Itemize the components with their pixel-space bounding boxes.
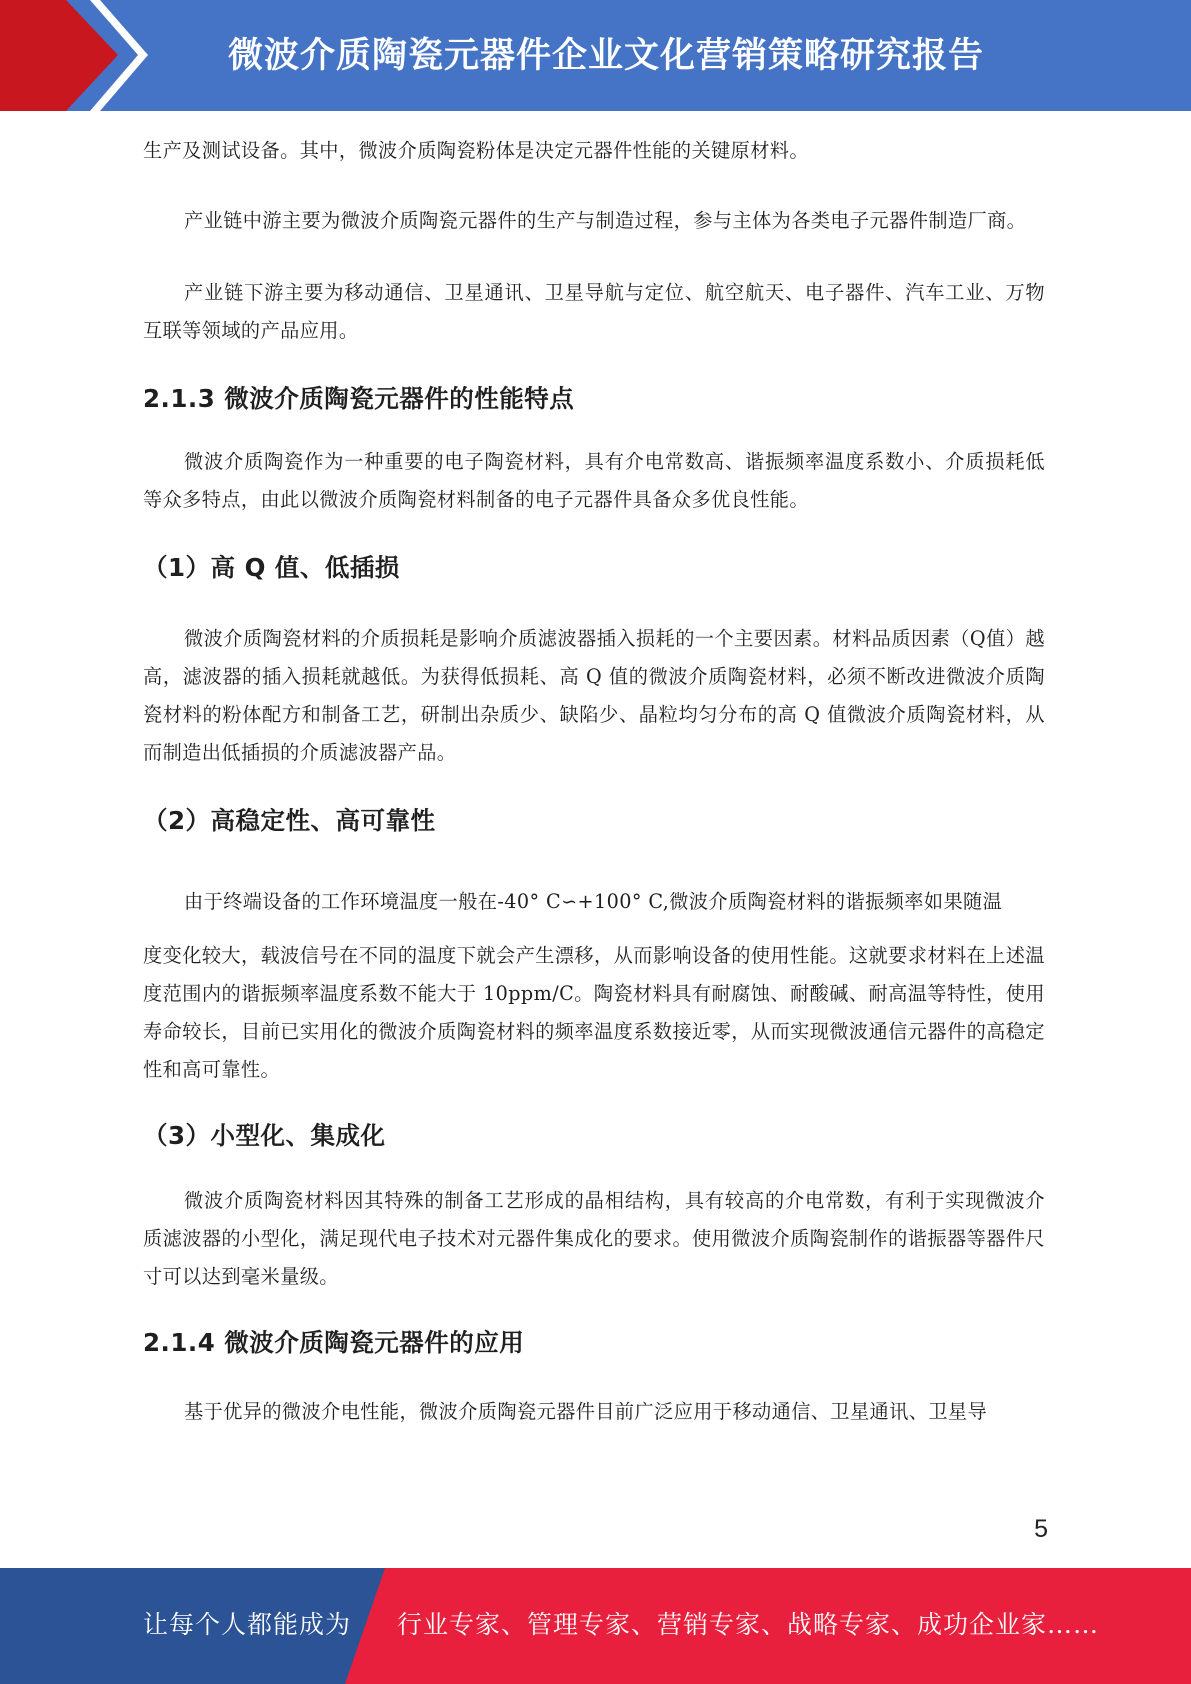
page-number: 5 <box>1034 1515 1048 1543</box>
report-title: 微波介质陶瓷元器件企业文化营销策略研究报告 <box>228 36 985 76</box>
paragraph-8: 基于优异的微波介电性能，微波介质陶瓷元器件目前广泛应用于移动通信、卫星通讯、卫星导 <box>184 1400 988 1423</box>
paragraph-4: 微波介质陶瓷作为一种重要的电子陶瓷材料，具有介电常数高、谐振频率温度系数小、介质损耗低等众多特点，由此以微波介质陶瓷材料制备的电子元器件具备众多优良性能。 <box>143 450 1045 511</box>
section-heading-2-1-4: 2.1.4 微波介质陶瓷元器件的应用 <box>143 1328 525 1357</box>
paragraph-2: 产业链中游主要为微波介质陶瓷元器件的生产与制造过程，参与主体为各类电子元器件制造厂商。 <box>184 209 1027 232</box>
page-footer <box>0 1568 1191 1684</box>
page-content <box>143 132 1045 1431</box>
paragraph-5: 微波介质陶瓷材料的介质损耗是影响介质滤波器插入损耗的一个主要因素。材料品质因素（Q值）越高，滤波器的插入损耗就越低。为获得低损耗、高 Q 值的微波介质陶瓷材料，必须不断改进微波介质陶瓷材料的粉体配方和制备工艺，研制出杂质少、缺陷少、晶粒均匀分布的高 Q 值微波介质陶瓷材料，从而制造出低插损的介质滤波器产品。 <box>143 627 1045 764</box>
page-header <box>0 0 1191 111</box>
footer-slogan-left: 让每个人都能成为 <box>143 1610 352 1639</box>
footer-slogan-right: 行业专家、管理专家、营销专家、战略专家、成功企业家…… <box>397 1610 1100 1639</box>
subheading-miniaturization: （3）小型化、集成化 <box>143 1121 386 1150</box>
paragraph-6: 度变化较大，载波信号在不同的温度下就会产生漂移，从而影响设备的使用性能。这就要求材料在上述温度范围内的谐振频率温度系数不能大于 10ppm/C。陶瓷材料具有耐腐蚀、耐酸碱、耐高温等特性，使用寿命较长，目前已实用化的微波介质陶瓷材料的频率温度系数接近零，从而实现微波通信元器件的高稳定性和高可靠性。 <box>143 944 1045 1081</box>
paragraph-7: 微波介质陶瓷材料因其特殊的制备工艺形成的晶相结构，具有较高的介电常数，有利于实现微波介质滤波器的小型化，满足现代电子技术对元器件集成化的要求。使用微波介质陶瓷制作的谐振器等器件尺寸可以达到毫米量级。 <box>143 1189 1045 1288</box>
subheading-stability: （2）高稳定性、高可靠性 <box>143 806 436 835</box>
paragraph-3: 产业链下游主要为移动通信、卫星通讯、卫星导航与定位、航空航天、电子器件、汽车工业、万物互联等领域的产品应用。 <box>143 281 1045 342</box>
paragraph-6-line-1: 由于终端设备的工作环境温度一般在-40° C∽+100° C,微波介质陶瓷材料的谐振频率如果随温 <box>184 890 1003 913</box>
section-heading-2-1-3: 2.1.3 微波介质陶瓷元器件的性能特点 <box>143 384 575 413</box>
subheading-high-q: （1）高 Q 值、低插损 <box>143 553 400 582</box>
paragraph-1: 生产及测试设备。其中，微波介质陶瓷粉体是决定元器件性能的关键原材料。 <box>143 139 809 162</box>
